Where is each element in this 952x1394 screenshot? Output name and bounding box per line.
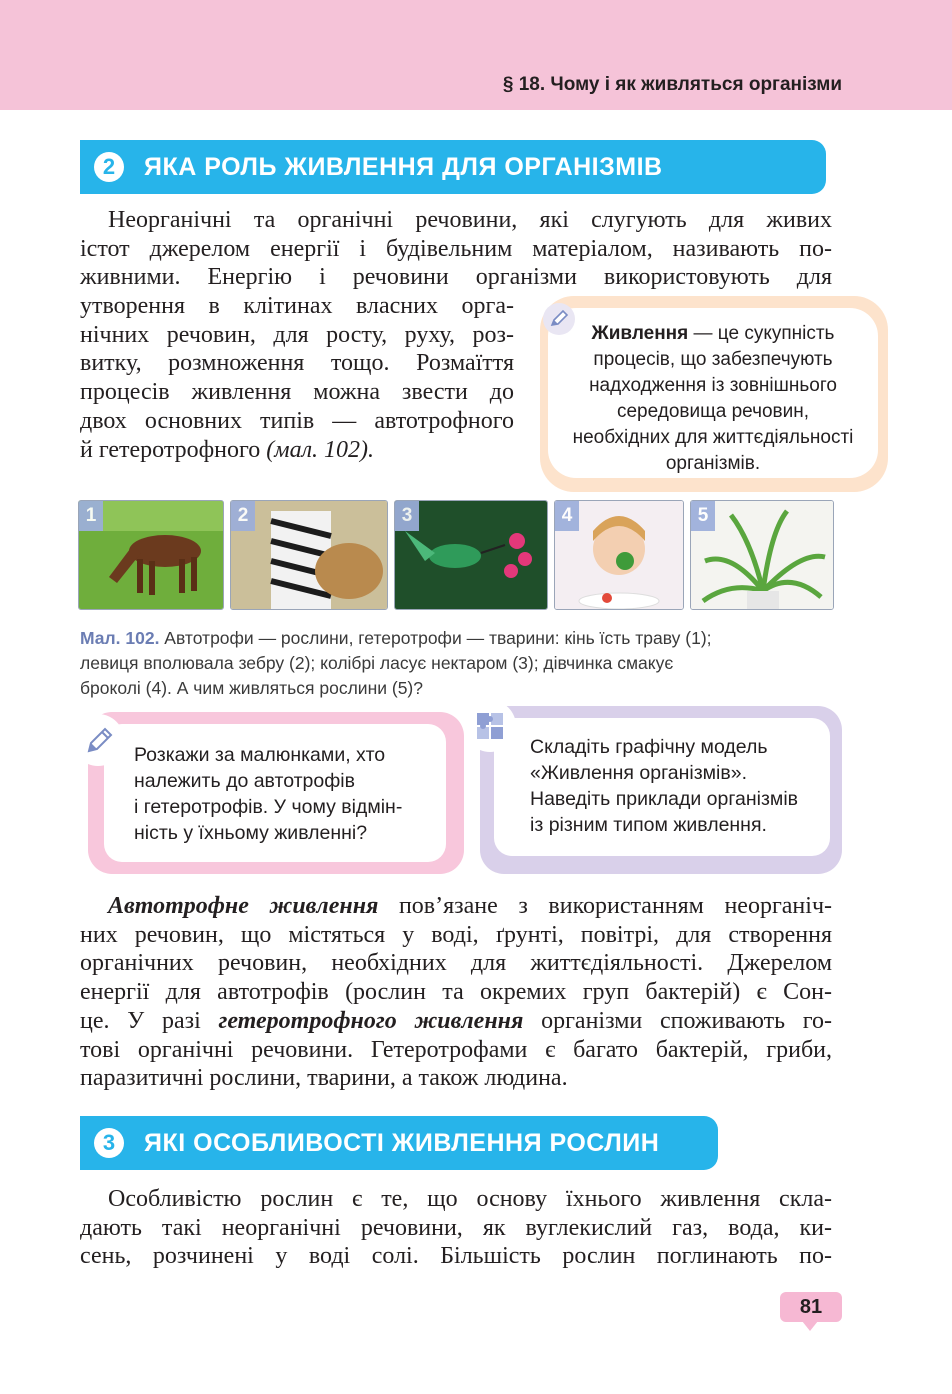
section-number: 3 — [94, 1128, 124, 1158]
photo-number: 3 — [395, 501, 419, 531]
task-1-text: Розкажи за малюнками, хто належить до автотрофів і гетеротрофів. У чому відмін- ність у їхньому живленні? — [134, 744, 403, 844]
section-title: ЯКІ ОСОБЛИВОСТІ ЖИВЛЕННЯ РОСЛИН — [144, 1128, 660, 1157]
text-line: утворення в клітинах власних орга- — [80, 293, 514, 319]
caption-label: Мал. 102. — [80, 628, 160, 648]
term-heterotrophic: гетеротрофного живлення — [218, 1007, 524, 1034]
text-line: це. У разі гетеротрофного живлення організми споживають го- — [80, 1007, 832, 1034]
figure-ref: (мал. 102). — [266, 436, 375, 463]
photo-number: 2 — [231, 501, 255, 531]
photo-number: 1 — [79, 501, 103, 531]
text-line: сень, розчинені у воді солі. Більшість рослин поглинають по- — [80, 1243, 832, 1270]
section-title: ЯКА РОЛЬ ЖИВЛЕННЯ ДЛЯ ОРГАНІЗМІВ — [144, 152, 663, 181]
puzzle-icon — [464, 700, 516, 752]
photo-plant — [690, 500, 834, 610]
section-number: 2 — [94, 152, 124, 182]
section-3-heading — [80, 1116, 718, 1170]
photo-number: 5 — [691, 501, 715, 531]
paragraph-3 — [80, 1185, 832, 1271]
text-line: й гетеротрофного (мал. 102). — [80, 436, 375, 463]
paragraph-1-narrow — [80, 292, 514, 464]
text-line: живними. Енергію і речовини організми використовують для — [80, 264, 832, 291]
text-line: витку, розмноження тощо. Розмаїття — [80, 350, 514, 377]
text-line: паразитичні рослини, тварини, а також людина. — [80, 1065, 568, 1092]
text-line: енергії для автотрофів (рослин та окремих груп бактерій) є Сон- — [80, 979, 832, 1006]
definition-term: Живлення — [591, 323, 689, 344]
section-2-heading — [80, 140, 826, 194]
text-line: істот джерелом енергії і будівельним матеріалом, називають по- — [80, 235, 832, 262]
paragraph-1 — [80, 206, 832, 292]
text-line: нічних речовин, для росту, руху, роз- — [80, 321, 514, 348]
text-line: Неорганічні та органічні речовини, які слугують для живих — [108, 207, 832, 233]
definition-text: Живлення — це сукупність процесів, що забезпечують надходження із зовнішнього середовища речовин, необхідних для життєдіяльності організмів. — [572, 323, 854, 474]
text-line: Автотрофне живлення пов’язане з використанням неорганіч- — [108, 893, 833, 919]
text-line: органічних речовин, необхідних для життєдіяльності. Джерелом — [80, 950, 832, 977]
text-line: них речовин, що містяться у воді, ґрунті, повітрі, для створення — [80, 921, 832, 948]
figure-102-photos — [78, 500, 834, 612]
text-line: дають такі неорганічні речовини, як вуглекислий газ, вода, ки- — [80, 1214, 832, 1241]
text-line: двох основних типів — автотрофного — [80, 407, 514, 434]
page-number: 81 — [780, 1292, 842, 1322]
page-number-tip — [802, 1321, 818, 1331]
photo-horse — [78, 500, 224, 610]
text-line: процесів живлення можна звести до — [80, 379, 514, 406]
photo-girl — [554, 500, 684, 610]
photo-number: 4 — [555, 501, 579, 531]
text-line: тові органічні речовини. Гетеротрофами є багато бактерій, гриби, — [80, 1036, 832, 1063]
pencil-icon — [72, 714, 124, 766]
term-autotrophic: Автотрофне живлення — [108, 893, 379, 919]
photo-lion-zebra — [230, 500, 388, 610]
paragraph-2 — [80, 892, 832, 1093]
text-line: Особливістю рослин є те, що основу їхнього живлення скла- — [108, 1186, 832, 1212]
photo-hummingbird — [394, 500, 548, 610]
task-2-text: Складіть графічну модель «Живлення організмів». Наведіть приклади організмів із різним типом живлення. — [530, 736, 799, 836]
chapter-title: § 18. Чому і як живляться організми — [502, 74, 842, 95]
figure-caption: Мал. 102. Автотрофи — рослини, гетеротрофи — тварини: кінь їсть траву (1); левиця вполювала зебру (2); колібрі ласує нектаром (3); дівчинка смакує броколі (4). А чим живляться рослини (5)? — [80, 628, 712, 698]
